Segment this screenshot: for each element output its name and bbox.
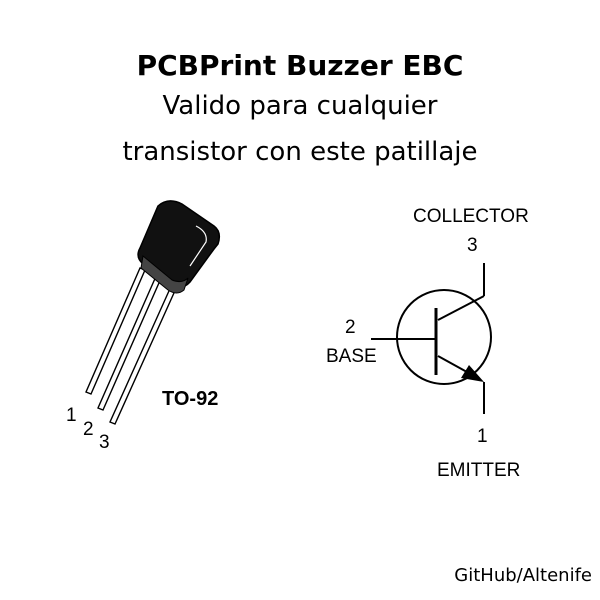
emitter-pin-number: 1 [477, 426, 488, 447]
symbol-circle [397, 290, 491, 384]
page-title: PCBPrint Buzzer EBC [136, 49, 464, 82]
base-label: BASE [326, 346, 377, 367]
collector-line [438, 296, 484, 320]
collector-pin-number: 3 [467, 235, 478, 256]
emitter-label: EMITTER [437, 460, 521, 481]
collector-label: COLLECTOR [413, 206, 529, 227]
base-pin-number: 2 [345, 317, 356, 338]
npn-symbol [371, 263, 491, 414]
package-pin-1-number: 1 [66, 405, 77, 426]
package-name: TO-92 [162, 388, 219, 410]
package-pin-2-number: 2 [83, 419, 94, 440]
subtitle-line-2: transistor con este patillaje [122, 137, 478, 167]
github-credit: GitHub/Altenife [454, 565, 592, 586]
package-body [138, 201, 219, 293]
package-pin-3-number: 3 [99, 432, 110, 453]
subtitle-line-1: Valido para cualquier [162, 91, 438, 121]
